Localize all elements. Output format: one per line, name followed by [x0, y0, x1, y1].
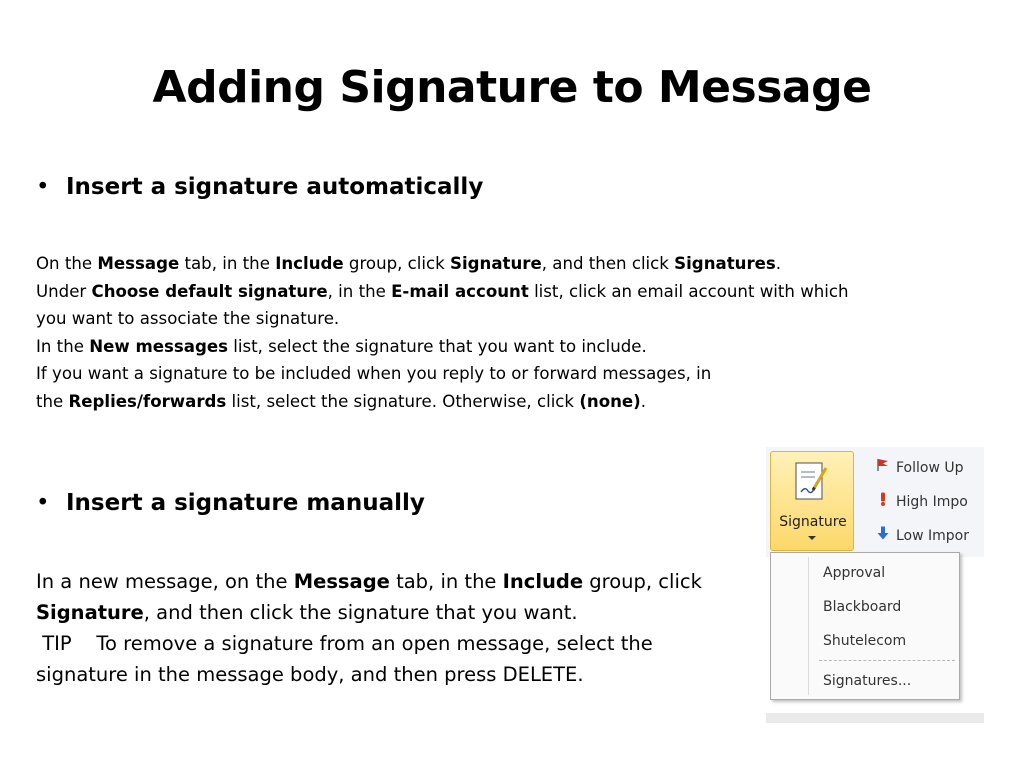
signature-button-label: Signature [779, 514, 847, 530]
text-run: . [775, 254, 782, 273]
signature-dropdown-menu [770, 552, 960, 700]
text-run: If you want a signature to be included when you reply to or forward messages, in [36, 364, 712, 384]
text-run: list, select the signature. Otherwise, click [226, 391, 580, 411]
text-run: In the [36, 336, 90, 356]
menu-item-blackboard[interactable]: Blackboard [823, 599, 902, 615]
text-run: group, click [343, 254, 451, 273]
low-importance-label: Low Impor [896, 528, 969, 544]
instructions-automatic [36, 250, 849, 416]
bullet-heading-manual [36, 490, 425, 516]
bold-term: (none) [579, 391, 641, 411]
screenshot-bottom-edge [766, 713, 984, 723]
text-run: tab, in the [389, 570, 503, 593]
outlook-signature-screenshot [766, 447, 984, 723]
menu-item-approval[interactable]: Approval [823, 565, 886, 581]
follow-up-label: Follow Up [896, 460, 964, 476]
text-line [36, 628, 702, 659]
chevron-down-icon [808, 536, 816, 540]
bold-term: New messages [89, 336, 228, 356]
bold-term: Message [293, 570, 390, 593]
menu-item-shutelecom[interactable]: Shutelecom [823, 633, 907, 649]
exclamation-icon [876, 492, 896, 510]
text-run: tab, in the [179, 254, 276, 273]
text-line [36, 278, 849, 306]
text-run: the [36, 391, 69, 411]
heading-text: Insert a signature manually [66, 490, 425, 516]
text-run: Under [36, 281, 92, 301]
bold-term: Signatures [674, 254, 776, 273]
text-line [36, 659, 702, 690]
high-importance-label: High Impo [896, 494, 968, 510]
text-line [36, 388, 849, 416]
bullet-heading-automatic [36, 174, 483, 200]
bullet-icon: • [36, 490, 50, 516]
text-run: On the [36, 254, 98, 273]
text-run: , in the [327, 281, 392, 301]
bold-term: Choose default signature [91, 281, 328, 301]
bold-term: Signature [36, 601, 144, 624]
down-arrow-icon [876, 526, 896, 544]
text-run: group, click [583, 570, 702, 593]
text-line [36, 333, 849, 361]
text-run: In a new message, on the [36, 570, 294, 593]
text-line [36, 250, 849, 278]
text-run: . [640, 391, 647, 411]
heading-text: Insert a signature automatically [66, 174, 484, 200]
instructions-manual [36, 566, 702, 690]
text-line [36, 305, 849, 333]
bold-term: Include [502, 570, 584, 593]
bold-term: Message [97, 254, 180, 273]
menu-item-signatures[interactable]: Signatures... [823, 673, 912, 689]
text-run: , and then click [541, 254, 675, 273]
low-importance-button[interactable] [876, 526, 969, 548]
signature-document-icon [793, 460, 829, 504]
text-line [36, 597, 702, 628]
menu-gutter [808, 557, 809, 695]
slide-title: Adding Signature to Message [152, 62, 872, 113]
bold-term: Include [275, 254, 344, 273]
menu-separator [819, 660, 955, 661]
signature-button[interactable] [770, 451, 854, 551]
bullet-icon: • [36, 174, 50, 200]
text-run: list, select the signature that you want to include. [227, 336, 647, 356]
text-run: TIP To remove a signature from an open message, select the [36, 632, 653, 655]
bold-term: Signature [450, 254, 542, 273]
flag-icon [876, 458, 896, 476]
follow-up-button[interactable] [876, 458, 964, 480]
high-importance-button[interactable] [876, 492, 968, 514]
text-run: list, click an email account with which [528, 281, 849, 301]
text-line [36, 360, 849, 388]
text-run: signature in the message body, and then press DELETE. [36, 663, 584, 686]
text-run: , and then click the signature that you want. [143, 601, 578, 624]
text-line [36, 566, 702, 597]
bold-term: E-mail account [391, 281, 529, 301]
text-run: you want to associate the signature. [36, 309, 340, 329]
bold-term: Replies/forwards [68, 391, 227, 411]
